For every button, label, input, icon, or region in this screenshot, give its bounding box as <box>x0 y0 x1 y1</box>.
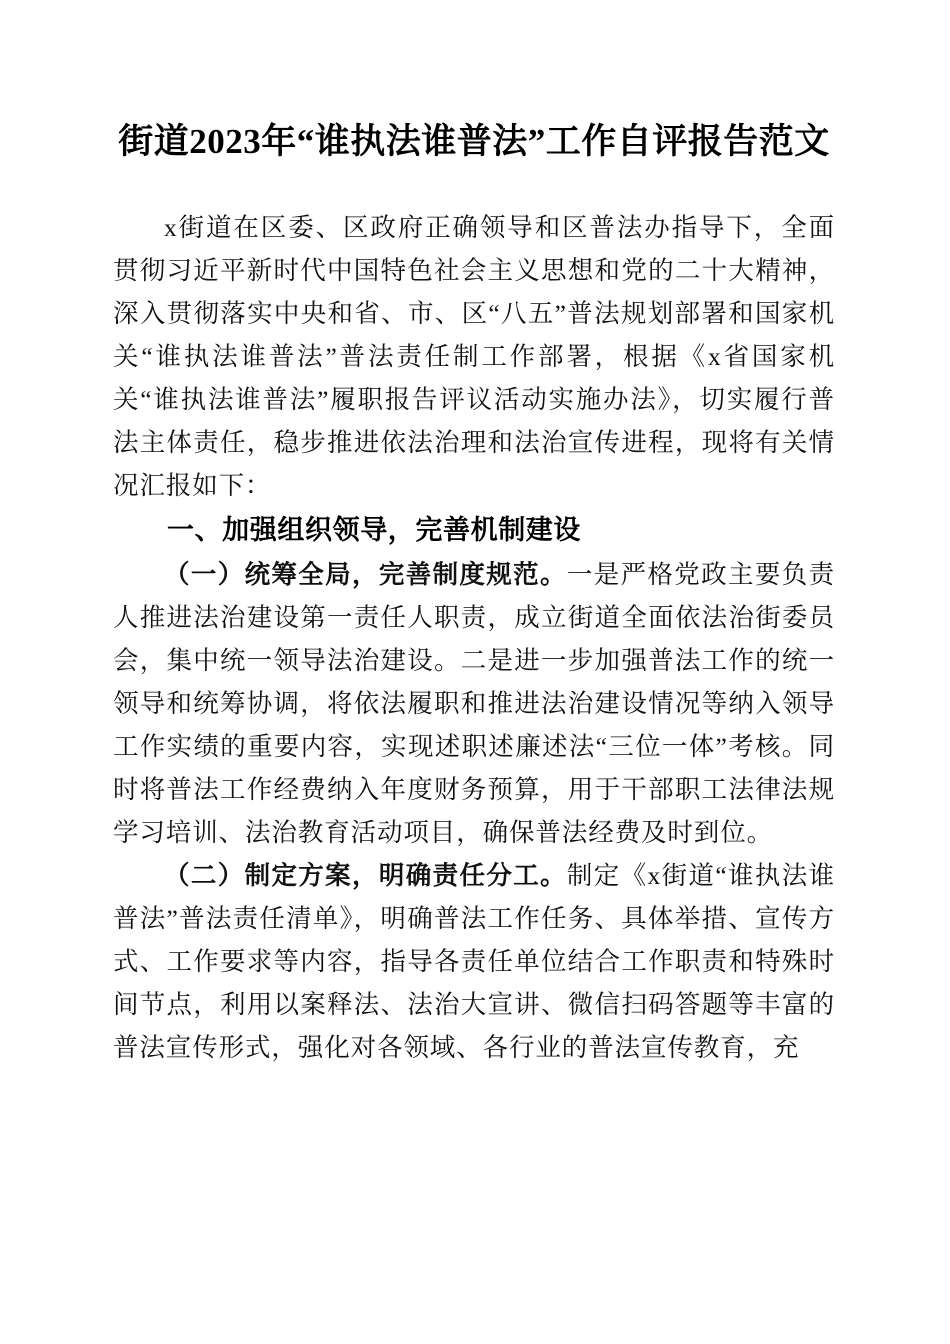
subsection-paragraph-1 <box>113 553 835 854</box>
page-title: 街道2023年“谁执法谁普法”工作自评报告范文 <box>118 122 830 161</box>
section-heading-wrap <box>113 507 835 553</box>
subsection-2-body: 制定《x街道“谁执法谁普法”普法责任清单》，明确普法工作任务、具体举措、宣传方式、工作要求等内容，指导各责任单位结合工作职责和特殊时间节点，利用以案释法、法治大宣讲、微信扫码答题等丰富的普法宣传形式，强化对各领域、各行业的普法宣传教育，充 <box>113 861 835 1062</box>
subsection-2-lead: （二）制定方案，明确责任分工。 <box>164 861 567 890</box>
subsection-1-lead: （一）统筹全局，完善制度规范。 <box>164 560 567 589</box>
subsection-paragraph-2 <box>113 854 835 1069</box>
intro-paragraph: x街道在区委、区政府正确领导和区普法办指导下，全面贯彻习近平新时代中国特色社会主义思想和党的二十大精神，深入贯彻落实中央和省、市、区“八五”普法规划部署和国家机关“谁执法谁普法”普法责任制工作部署，根据《x省国家机关“谁执法谁普法”履职报告评议活动实施办法》，切实履行普法主体责任，稳步推进依法治理和法治宣传进程，现将有关情况汇报如下： <box>113 213 836 500</box>
section-heading-1: 一、加强组织领导，完善机制建设 <box>167 515 581 545</box>
document-body <box>113 206 835 1069</box>
subsection-1-body: 一是严格党政主要负责人推进法治建设第一责任人职责，成立街道全面依法治街委员会，集中统一领导法治建设。二是进一步加强普法工作的统一领导和统筹协调，将依法履职和推进法治建设情况等纳入领导工作实绩的重要内容，实现述职述廉述法“三位一体”考核。同时将普法工作经费纳入年度财务预算，用于干部职工法律法规学习培训、法治教育活动项目，确保普法经费及时到位。 <box>113 560 835 847</box>
